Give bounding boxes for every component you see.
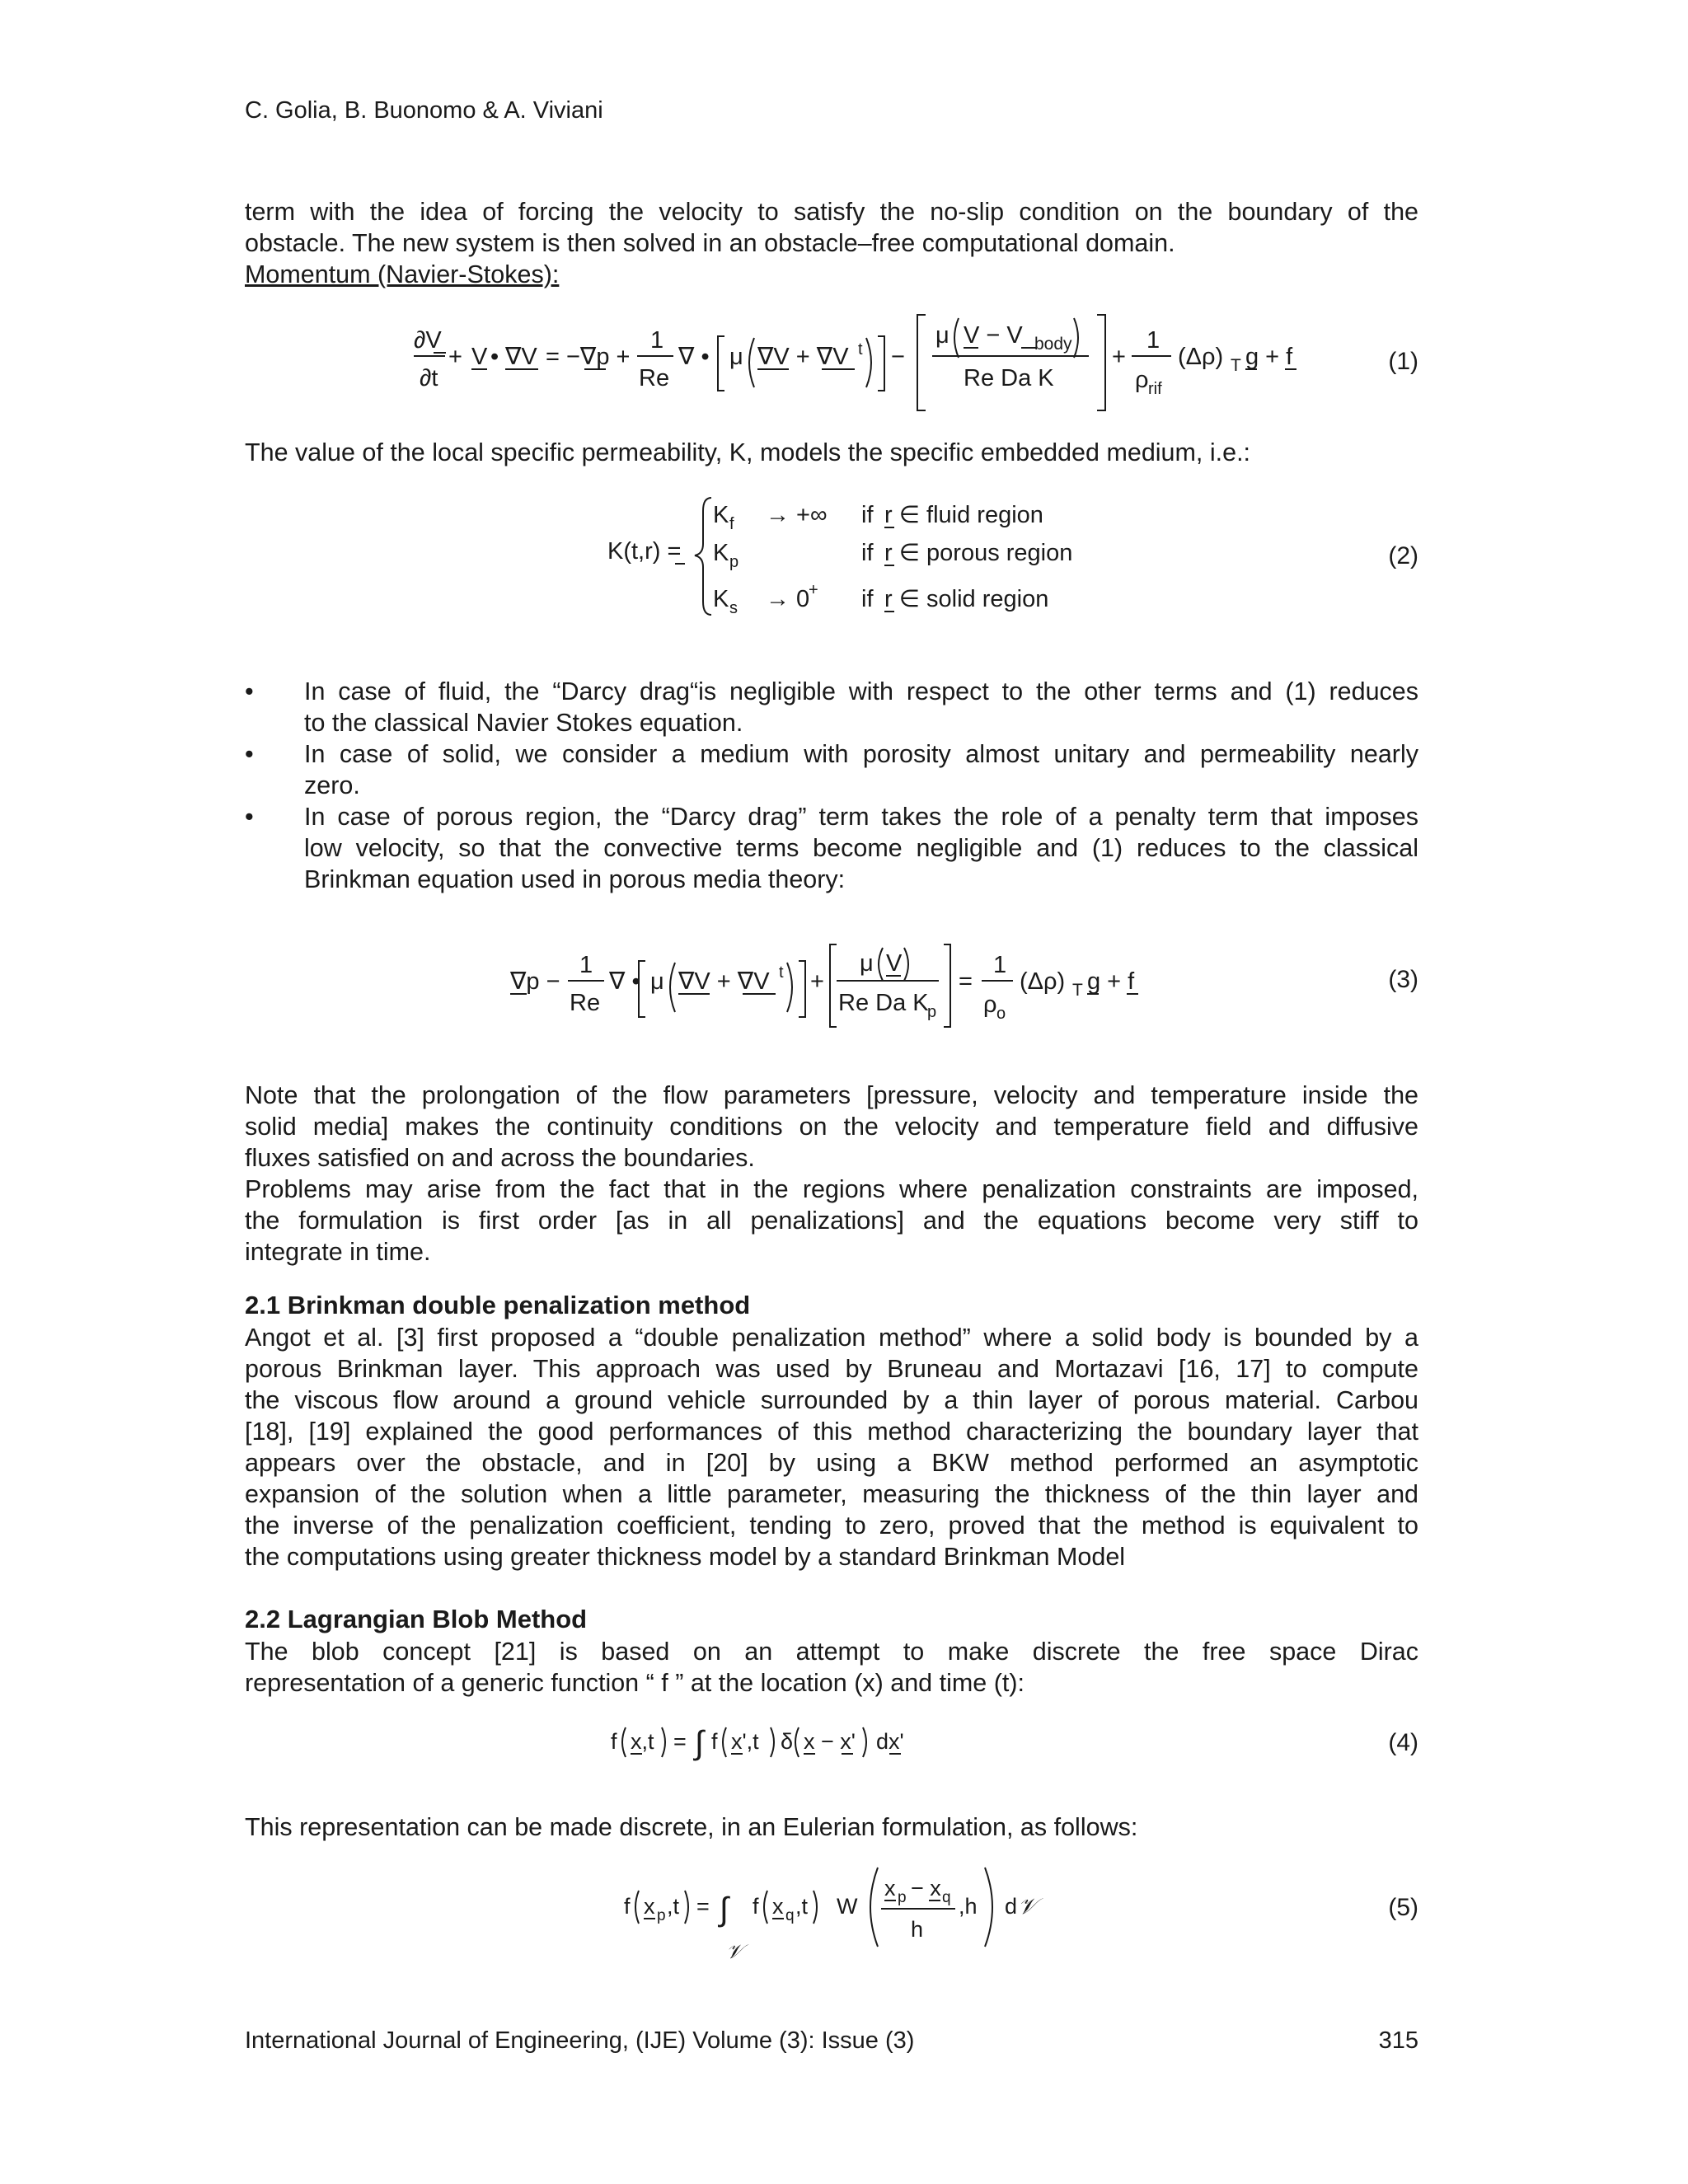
equation-2-formula xyxy=(245,486,1418,626)
svg-text:μ: μ xyxy=(935,322,950,349)
svg-text:ρ: ρ xyxy=(983,991,997,1018)
svg-text:t: t xyxy=(779,963,784,982)
text-line: zero. xyxy=(304,771,360,799)
svg-text:δ: δ xyxy=(781,1729,794,1754)
svg-text:V: V xyxy=(471,344,488,370)
svg-text:V: V xyxy=(886,950,903,977)
svg-text:1: 1 xyxy=(650,327,664,354)
svg-text:V − V: V − V xyxy=(964,322,1023,349)
svg-text:r ∈ porous region: r ∈ porous region xyxy=(884,540,1073,566)
svg-text:p: p xyxy=(729,553,739,571)
equation-4 xyxy=(245,1714,1418,1772)
text-line: representation of a generic function “ f ” at the location (x) and time (t): xyxy=(245,1669,1025,1697)
section-2-1-paragraph xyxy=(245,1322,1418,1572)
svg-text:∇p −: ∇p − xyxy=(510,968,560,995)
svg-text:(Δρ): (Δρ) xyxy=(1020,968,1066,995)
svg-text:x: x xyxy=(884,1876,896,1900)
svg-text:𝒱: 𝒱 xyxy=(726,1941,743,1963)
svg-text:q: q xyxy=(785,1907,795,1924)
page-footer xyxy=(245,2027,1418,2055)
equation-4-formula xyxy=(245,1714,1418,1772)
svg-text:=: = xyxy=(696,1894,710,1919)
text-line: Problems may arise from the fact that in the regions where penalization constraints are imposed, xyxy=(245,1175,1418,1203)
svg-text:T: T xyxy=(1072,981,1083,1000)
svg-text:dx': dx' xyxy=(876,1729,904,1754)
text-line: Angot et al. [3] first proposed a “double penalization method” where a solid body is bounded by a xyxy=(245,1324,1418,1352)
svg-text:K: K xyxy=(713,502,729,528)
svg-text:x: x xyxy=(644,1894,655,1919)
section-heading-2-2: 2.2 Lagrangian Blob Method xyxy=(245,1605,588,1633)
svg-text:t: t xyxy=(858,340,863,359)
text-line: The blob concept [21] is based on an attempt to make discrete the free space Dirac xyxy=(245,1638,1418,1666)
svg-text:∇V + ∇V: ∇V + ∇V xyxy=(678,968,770,995)
svg-text:1: 1 xyxy=(1146,327,1160,354)
svg-text:rif: rif xyxy=(1148,380,1162,398)
svg-text:,t: ,t xyxy=(795,1894,809,1919)
svg-text:ρ: ρ xyxy=(1135,367,1149,393)
svg-text:1: 1 xyxy=(993,952,1007,978)
text-line: the inverse of the penalization coefficient, tending to zero, proved that the method is equivalent to xyxy=(245,1511,1418,1540)
text-line: expansion of the solution when a little parameter, measuring the thickness of the thin layer and xyxy=(245,1480,1418,1508)
svg-text:x − x': x − x' xyxy=(804,1729,856,1754)
svg-text:f: f xyxy=(624,1894,631,1919)
svg-text:Re Da K: Re Da K xyxy=(964,365,1054,391)
svg-text:r ∈ solid region: r ∈ solid region xyxy=(884,586,1049,612)
text-line: the viscous flow around a ground vehicle surrounded by a thin layer of porous material. Carbou xyxy=(245,1386,1418,1414)
permeability-paragraph xyxy=(245,437,1418,468)
svg-text:∂V: ∂V xyxy=(414,327,442,354)
svg-text:W: W xyxy=(837,1894,858,1919)
equation-2-lhs: K(t,r) = xyxy=(607,538,682,565)
svg-text:(Δρ): (Δρ) xyxy=(1178,344,1224,370)
momentum-label: Momentum (Navier-Stokes): xyxy=(245,260,560,288)
svg-text:K: K xyxy=(713,586,729,612)
svg-text:+: + xyxy=(448,344,462,370)
text-line: [18], [19] explained the good performances of this method characterizing the boundary layer that xyxy=(245,1418,1418,1446)
section-heading-2-1: 2.1 Brinkman double penalization method xyxy=(245,1291,751,1319)
text-line: The value of the local specific permeability, K, models the specific embedded medium, i.e.: xyxy=(245,438,1251,466)
svg-text:g + f: g + f xyxy=(1245,344,1293,370)
journal-citation: International Journal of Engineering, (IJE) Volume (3): Issue (3) xyxy=(245,2027,915,2054)
equation-number: (4) xyxy=(1388,1729,1418,1756)
text-line: In case of solid, we consider a medium with porosity almost unitary and permeability nearly xyxy=(304,740,1418,768)
equation-5-formula xyxy=(245,1861,1418,1976)
bullet-icon: • xyxy=(245,803,254,831)
svg-text:∂t: ∂t xyxy=(420,365,438,391)
bullet-list xyxy=(245,676,1418,895)
svg-text:x',t: x',t xyxy=(731,1729,759,1754)
equation-number: (2) xyxy=(1388,542,1418,569)
text-line: appears over the obstacle, and in [20] by using a BKW method performed an asymptotic xyxy=(245,1449,1418,1477)
running-header: C. Golia, B. Buonomo & A. Viviani xyxy=(245,97,603,124)
note-paragraph xyxy=(245,1080,1418,1268)
intro-paragraph xyxy=(245,196,1418,290)
bullet-icon: • xyxy=(245,740,254,768)
svg-text:p: p xyxy=(657,1907,666,1924)
svg-text:if: if xyxy=(861,540,874,566)
svg-text:∇V: ∇V xyxy=(505,344,537,370)
text-line: low velocity, so that the convective terms become negligible and (1) reduces to the classical xyxy=(304,834,1418,862)
svg-text:s: s xyxy=(729,599,738,617)
text-line: porous Brinkman layer. This approach was used by Bruneau and Mortazavi [16, 17] to compute xyxy=(245,1355,1418,1383)
equation-3-formula xyxy=(245,940,1418,1038)
text-line: This representation can be made discrete, in an Eulerian formulation, as follows: xyxy=(245,1813,1138,1841)
svg-text:→ +∞: → +∞ xyxy=(766,502,828,528)
text-line: to the classical Navier Stokes equation. xyxy=(304,709,743,737)
svg-text:K: K xyxy=(713,540,729,566)
page-number: 315 xyxy=(1378,2027,1418,2054)
svg-text:∫: ∫ xyxy=(695,1725,704,1761)
bullet-item-porous xyxy=(245,801,1418,895)
svg-text:,t: ,t xyxy=(667,1894,680,1919)
svg-text:p: p xyxy=(927,1003,937,1021)
svg-text:Re Da K: Re Da K xyxy=(838,990,929,1016)
text-line: fluxes satisfied on and across the boundaries. xyxy=(245,1144,755,1172)
svg-text:T: T xyxy=(1231,356,1241,375)
equation-number: (5) xyxy=(1388,1894,1418,1921)
svg-text:μ: μ xyxy=(729,344,743,370)
svg-text:•: • xyxy=(490,344,499,370)
svg-text:=: = xyxy=(959,968,973,995)
svg-text:=: = xyxy=(673,1729,687,1754)
text-line: obstacle. The new system is then solved in an obstacle–free computational domain. xyxy=(245,229,1175,257)
svg-text:Re: Re xyxy=(639,365,670,391)
svg-text:Re: Re xyxy=(570,990,601,1016)
text-line: In case of fluid, the “Darcy drag“is negligible with respect to the other terms and (1) reduces xyxy=(304,677,1418,705)
svg-text:if: if xyxy=(861,586,874,612)
svg-text:x,t: x,t xyxy=(631,1729,654,1754)
svg-text:r ∈ fluid region: r ∈ fluid region xyxy=(884,502,1043,528)
text-line: Brinkman equation used in porous media theory: xyxy=(304,865,846,893)
text-line: Note that the prolongation of the flow parameters [pressure, velocity and temperature inside the xyxy=(245,1081,1418,1109)
svg-text:1: 1 xyxy=(579,952,593,978)
text-line: the formulation is first order [as in all penalizations] and the equations become very stiff to xyxy=(245,1207,1418,1235)
svg-text:f: f xyxy=(753,1894,759,1919)
svg-text:𝒱: 𝒱 xyxy=(1018,1894,1037,1919)
section-2-2-paragraph xyxy=(245,1636,1418,1699)
equation-3 xyxy=(245,940,1418,1038)
svg-text:f: f xyxy=(711,1729,718,1754)
svg-text:q: q xyxy=(942,1889,951,1906)
svg-text:x: x xyxy=(772,1894,784,1919)
equation-1 xyxy=(245,305,1418,420)
text-line: term with the idea of forcing the velocity to satisfy the no-slip condition on the boundary of the xyxy=(245,198,1418,226)
text-line: solid media] makes the continuity conditions on the velocity and temperature field and diffusive xyxy=(245,1113,1418,1141)
equation-2 xyxy=(245,486,1418,626)
equation-1-formula xyxy=(245,305,1418,420)
svg-text:= −∇p +: = −∇p + xyxy=(546,344,631,370)
svg-text:body: body xyxy=(1034,335,1072,354)
svg-text:∫: ∫ xyxy=(720,1891,729,1928)
svg-text:→ 0: → 0 xyxy=(766,586,810,612)
svg-text:− x: − x xyxy=(911,1876,941,1900)
svg-text:g + f: g + f xyxy=(1087,968,1135,995)
svg-text:+: + xyxy=(810,968,824,995)
svg-text:+: + xyxy=(809,581,818,599)
svg-text:d: d xyxy=(1005,1894,1018,1919)
svg-text:∇ •: ∇ • xyxy=(678,344,710,370)
svg-text:−: − xyxy=(891,344,905,370)
svg-text:∇ •: ∇ • xyxy=(609,968,640,995)
text-line: integrate in time. xyxy=(245,1238,431,1266)
bullet-icon: • xyxy=(245,677,254,705)
svg-text:f: f xyxy=(729,515,734,533)
svg-text:f: f xyxy=(611,1729,617,1754)
svg-text:μ: μ xyxy=(860,950,874,977)
svg-text:if: if xyxy=(861,502,874,528)
svg-text:μ: μ xyxy=(650,968,664,995)
text-line: the computations using greater thickness model by a standard Brinkman Model xyxy=(245,1543,1126,1571)
text-line: In case of porous region, the “Darcy drag” term takes the role of a penalty term that imposes xyxy=(304,803,1418,831)
svg-text:∇V + ∇V: ∇V + ∇V xyxy=(757,344,849,370)
equation-number: (3) xyxy=(1388,966,1418,993)
svg-text:o: o xyxy=(996,1005,1006,1023)
svg-text:p: p xyxy=(898,1889,907,1906)
bullet-item-solid xyxy=(245,738,1418,801)
svg-text:+: + xyxy=(1112,344,1126,370)
svg-text:h: h xyxy=(911,1917,924,1942)
eulerian-paragraph xyxy=(245,1811,1418,1843)
svg-text:,h: ,h xyxy=(959,1894,978,1919)
equation-number: (1) xyxy=(1388,348,1418,375)
bullet-item-fluid xyxy=(245,676,1418,738)
equation-5 xyxy=(245,1861,1418,1976)
